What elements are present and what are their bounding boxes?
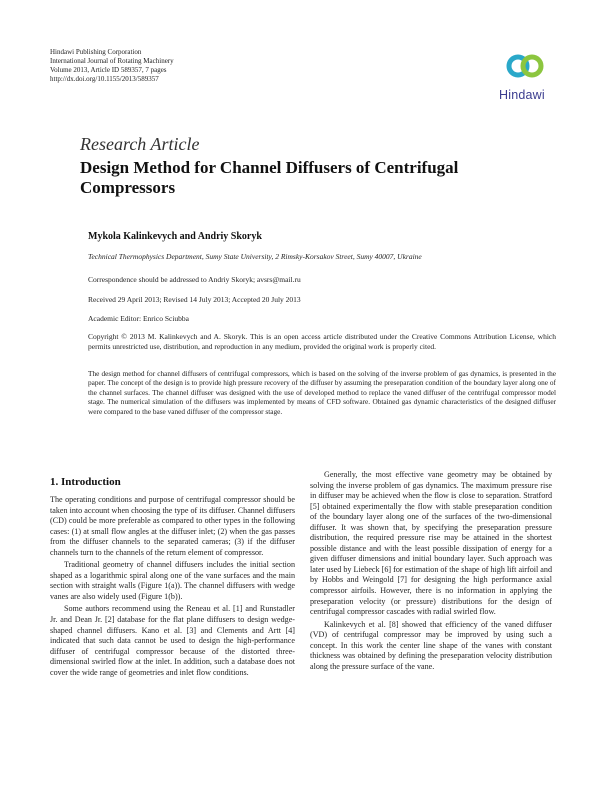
paragraph: Generally, the most effective vane geometry may be obtained by solving the inverse problem of gas dynamics. The maximum pressure rise in diffuser may be achieved when the flow is close to separation. Stratford [5] obtained experimentally the flow with stable preseparation condition of the boundary layer along one of the surfaces of the two-dimensional diffuser. It was shown that, by specifying the preseparation pressure distribution, the required pressure rise may be attained in the shortest possible distance and with the least possible dissipation of energy for a given diffuser dimensions and initial boundary layer. Such approach was later used by Liebeck [6] for estimation of the shape of high lift airfoil and by Hobbs and Weingold [7] for designing the high performance axial compressor airfoils. However, there is no information in applying the preseparation velocity (or pressure) distributions for the design of centrifugal compressor cascades with radial swirled flow. <box>310 470 552 617</box>
paragraph: The operating conditions and purpose of centrifugal compressor should be taken into account when choosing the type of its diffuser. Channel diffusers (CD) could be more preferable as compared to other types in the following cases: (1) at small flow angles at the diffuser inlet; (2) when the gas passes from the diffuser channels to the separated cameras; (3) if the diffuser channels turn to the channels of the return element of compressor. <box>50 495 295 557</box>
journal-name: International Journal of Rotating Machinery <box>50 57 174 65</box>
paragraph: Kalinkevych et al. [8] showed that efficiency of the vaned diffuser (VD) of centrifugal compressor may be improved by using such a concept. In this work the center line shape of the vanes with constant thickness was obtained by defining the preseparation velocity distribution along the pressure surface of the vane. <box>310 619 552 671</box>
left-column <box>50 495 295 680</box>
correspondence: Correspondence should be addressed to Andriy Skoryk; avsrs@mail.ru <box>88 275 301 284</box>
logo-text: Hindawi <box>499 88 545 102</box>
paragraph: Traditional geometry of channel diffusers includes the initial section shaped as a logarithmic spiral along one of the vane surfaces and the main section with straight walls (Figure 1(a)). The channel diffusers with wedge vanes are also widely used (Figure 1(b)). <box>50 560 295 601</box>
affiliation: Technical Thermophysics Department, Sumy State University, 2 Rimsky-Korsakov Street, Sumy 40007, Ukraine <box>88 252 422 261</box>
section-heading: 1. Introduction <box>50 476 121 488</box>
article-type: Research Article <box>80 134 200 154</box>
journal-header <box>50 48 174 84</box>
doi-link[interactable]: http://dx.doi.org/10.1155/2013/589357 <box>50 75 159 83</box>
abstract: The design method for channel diffusers of centrifugal compressors, which is based on the solving of the inverse problem of gas dynamics, is presented in the paper. The concept of the design is to provide high pressure recovery of the diffuser by assuming the preseparation condition of the boundary layer along one of the channel surfaces. The channel diffuser was designed with the use of developed method to replace the vaned diffuser of the centrifugal compressor model stage. The numerical simulation of the diffusers was implemented by means of CFD software. Obtained gas dynamic characteristics of the designed diffuser were compared to the base vaned diffuser of the compressor stage. <box>88 369 556 416</box>
paragraph: Some authors recommend using the Reneau et al. [1] and Runstadler Jr. and Dean Jr. [2] database for the flat plane diffusers to design wedge-shaped channel diffusers. Kano et al. [3] and Clements and Artt [4] indicated that such data cannot be used to design the high-performance diffuser of centrifugal compressor because of the distorted three-dimensional swirled flow at the inlet. In addition, such a database does not cover the wide range of geometries and inlet flow conditions. <box>50 604 295 677</box>
publisher-name: Hindawi Publishing Corporation <box>50 48 142 56</box>
authors: Mykola Kalinkevych and Andriy Skoryk <box>88 231 262 242</box>
right-column <box>310 470 552 674</box>
dates: Received 29 April 2013; Revised 14 July 2013; Accepted 20 July 2013 <box>88 295 301 304</box>
copyright: Copyright © 2013 M. Kalinkevych and A. Skoryk. This is an open access article distributed under the Creative Commons Attribution License, which permits unrestricted use, distribution, and reproduction in any medium, provided the original work is properly cited. <box>88 332 556 351</box>
academic-editor: Academic Editor: Enrico Sciubba <box>88 314 190 323</box>
volume-info: Volume 2013, Article ID 589357, 7 pages <box>50 66 167 74</box>
page-title: Design Method for Channel Diffusers of Centrifugal Compressors <box>80 158 459 197</box>
